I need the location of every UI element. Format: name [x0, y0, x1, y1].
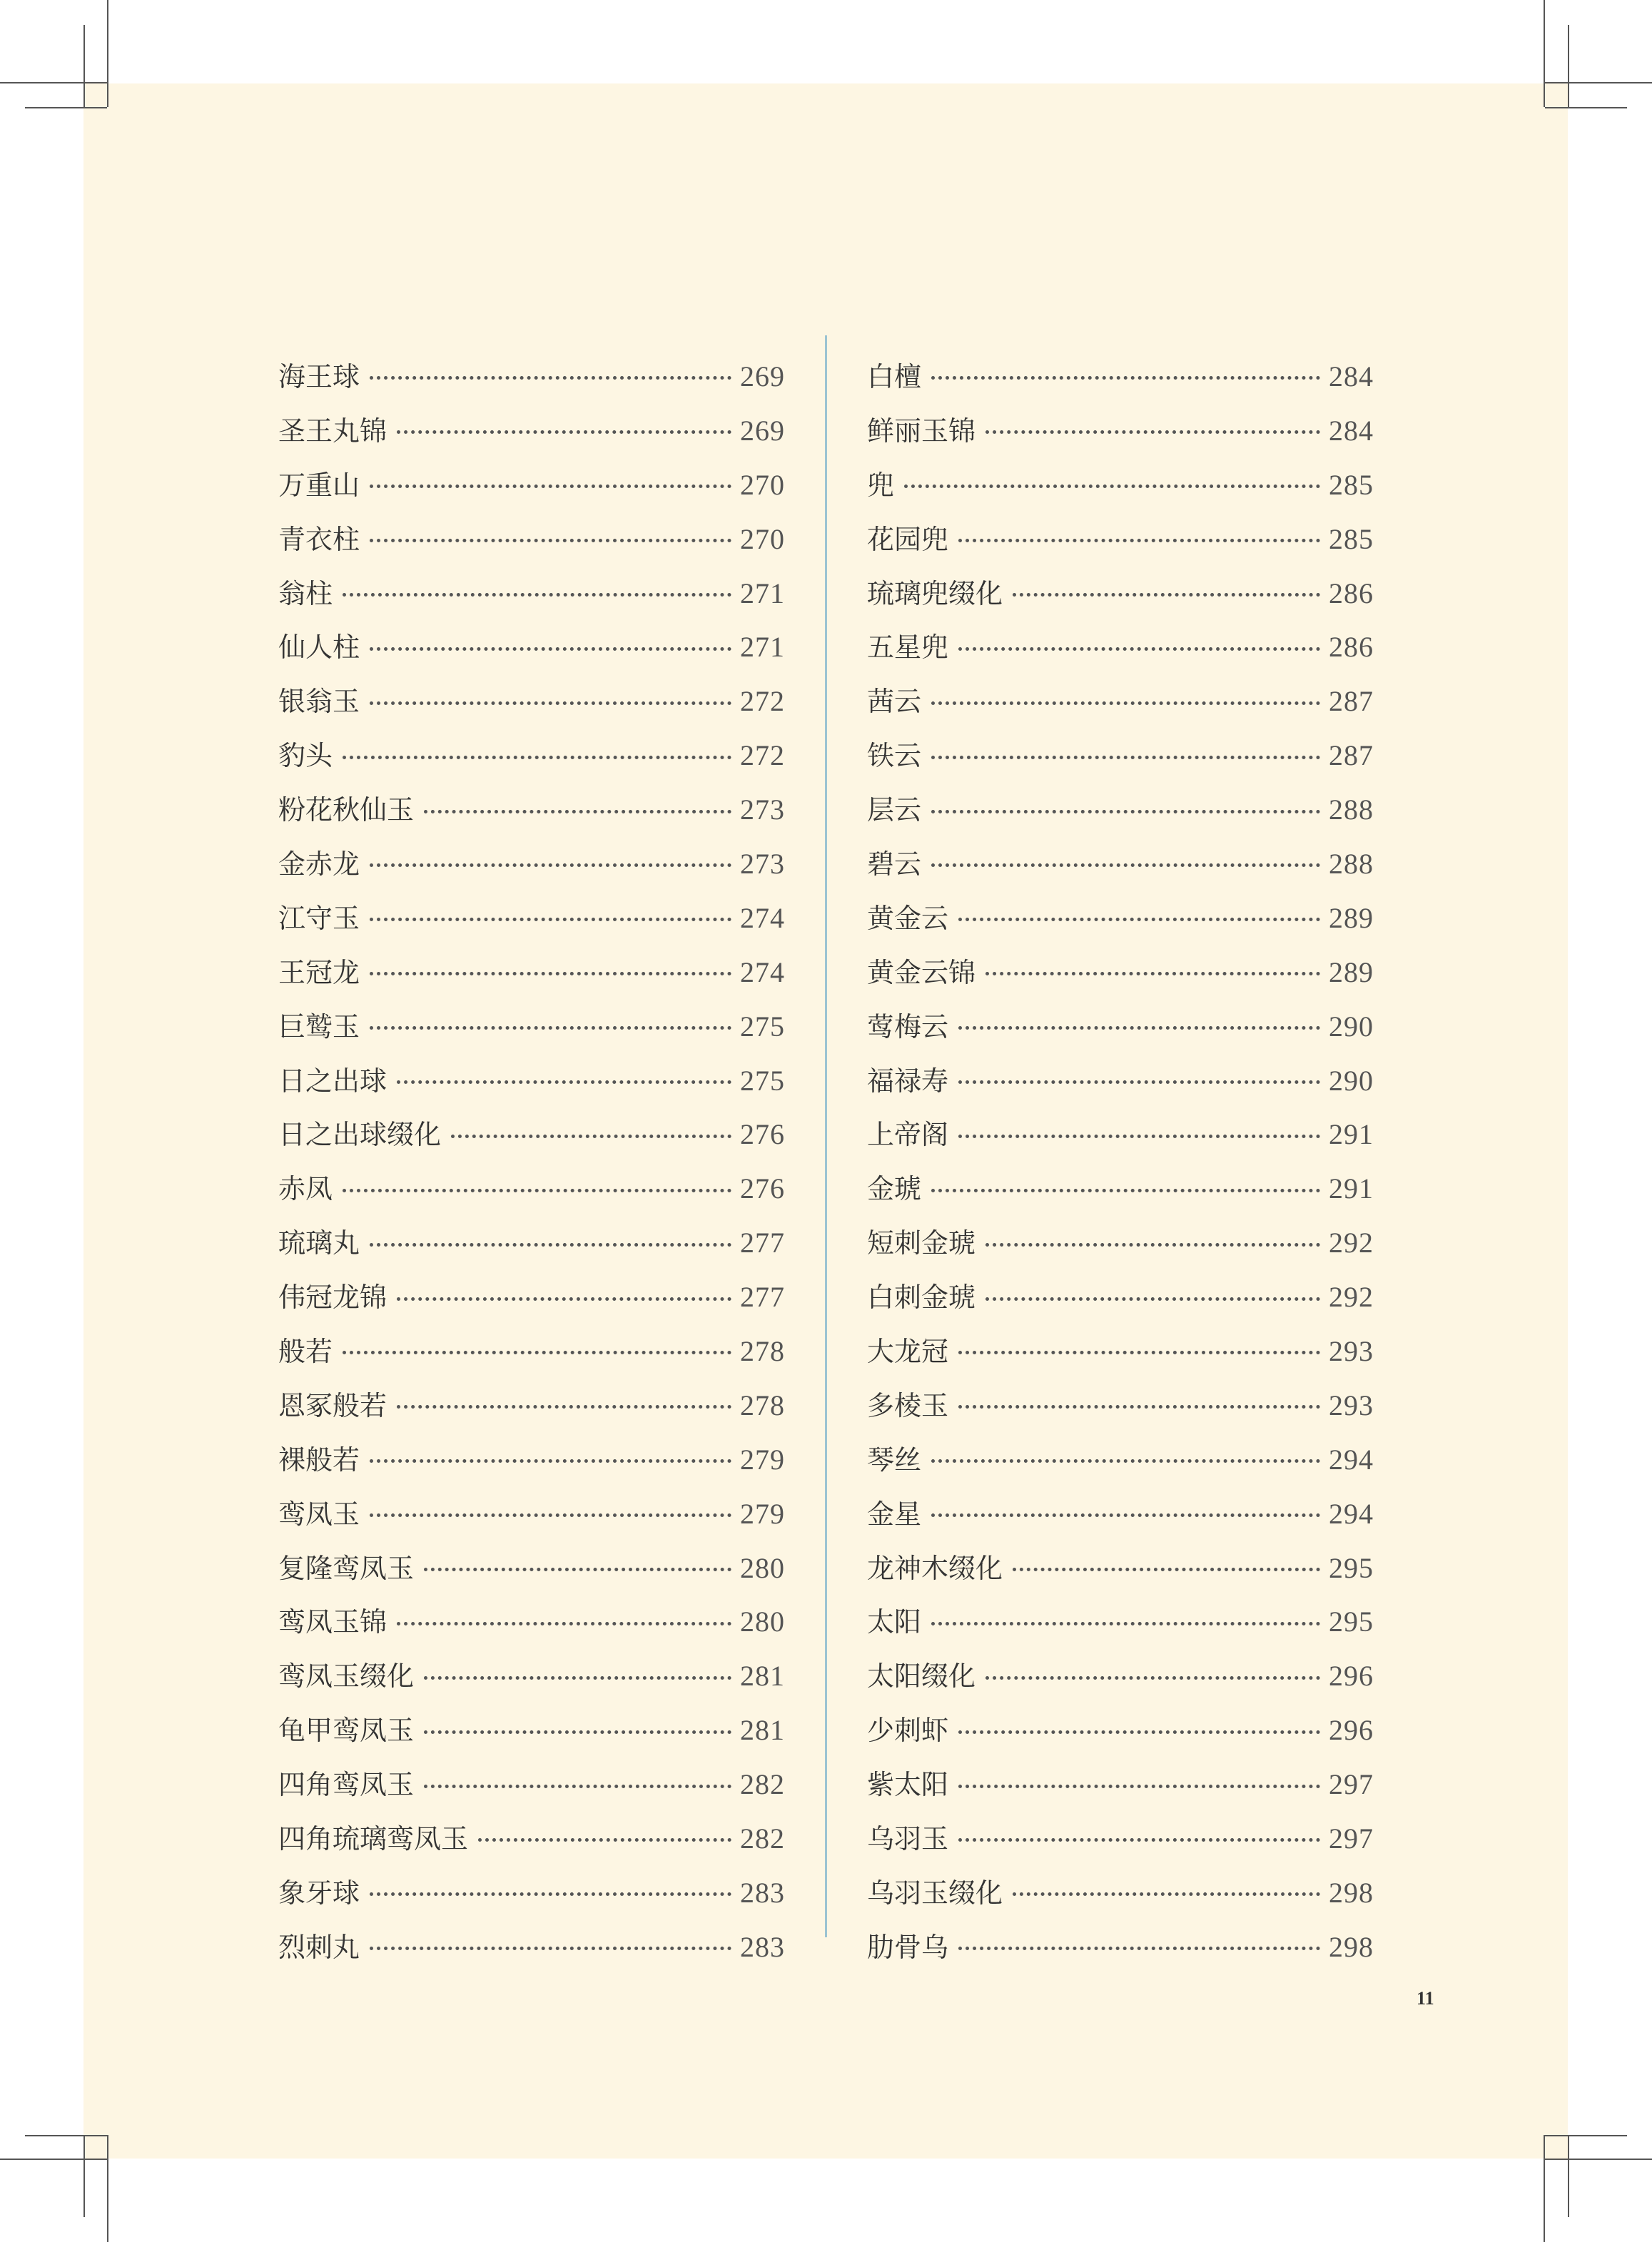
entry-title: 太阳	[867, 1606, 922, 1638]
entry-title: 象牙球	[278, 1877, 360, 1909]
entry-title: 海王球	[278, 360, 360, 392]
dot-leader	[370, 485, 731, 488]
entry-title: 仙人柱	[278, 631, 360, 664]
dot-leader	[370, 1892, 731, 1896]
dot-leader	[343, 593, 731, 597]
entry-page-number: 294	[1329, 1497, 1374, 1530]
dot-leader	[370, 376, 731, 380]
entry-page-number: 288	[1329, 793, 1374, 826]
dot-leader	[397, 1297, 731, 1301]
dot-leader	[370, 918, 731, 921]
entry-title: 巨鹫玉	[278, 1010, 360, 1043]
crop-mark	[25, 107, 107, 108]
dot-leader	[985, 972, 1320, 975]
toc-entry[interactable]	[278, 783, 785, 837]
entry-title: 裸般若	[278, 1444, 360, 1476]
dot-leader	[958, 1838, 1320, 1842]
dot-leader	[478, 1838, 731, 1842]
entry-title: 龙神木缀化	[867, 1552, 1003, 1584]
entry-page-number: 290	[1329, 1064, 1374, 1097]
entry-title: 黄金云锦	[867, 956, 976, 988]
entry-page-number: 283	[740, 1930, 785, 1963]
dot-leader	[958, 1785, 1320, 1788]
toc-entry[interactable]	[867, 1757, 1374, 1812]
dot-leader	[931, 1189, 1320, 1192]
entry-title: 大龙冠	[867, 1335, 949, 1367]
dot-leader	[424, 1785, 731, 1788]
dot-leader	[958, 1026, 1320, 1030]
dot-leader	[958, 1947, 1320, 1950]
entry-title: 金琥	[867, 1173, 922, 1205]
entry-page-number: 286	[1329, 631, 1374, 664]
page-number: 11	[1417, 1988, 1434, 2009]
dot-leader	[343, 1189, 731, 1192]
entry-page-number: 282	[740, 1822, 785, 1855]
entry-title: 四角琉璃鸾凤玉	[278, 1822, 469, 1855]
entry-title: 层云	[867, 794, 922, 826]
entry-title: 王冠龙	[278, 956, 360, 988]
entry-page-number: 294	[1329, 1443, 1374, 1476]
toc-entry[interactable]	[867, 1920, 1374, 1974]
entry-page-number: 295	[1329, 1551, 1374, 1584]
crop-mark	[1544, 0, 1545, 107]
entry-title: 五星兜	[867, 631, 949, 664]
dot-leader	[370, 1243, 731, 1247]
toc-entry[interactable]	[278, 458, 785, 512]
toc-entry[interactable]	[278, 1107, 785, 1162]
entry-title: 金星	[867, 1498, 922, 1530]
dot-leader	[931, 1513, 1320, 1517]
dot-leader	[958, 539, 1320, 542]
toc-entry[interactable]	[867, 783, 1374, 837]
entry-page-number: 269	[740, 360, 785, 392]
entry-title: 江守玉	[278, 902, 360, 934]
entry-title: 赤凤	[278, 1173, 333, 1205]
entry-page-number: 296	[1329, 1660, 1374, 1693]
entry-page-number: 291	[1329, 1172, 1374, 1205]
dot-leader	[343, 756, 731, 759]
dot-leader	[370, 1026, 731, 1030]
entry-page-number: 292	[1329, 1281, 1374, 1314]
entry-page-number: 272	[740, 739, 785, 772]
dot-leader	[985, 1676, 1320, 1680]
entry-title: 青衣柱	[278, 523, 360, 555]
entry-page-number: 289	[1329, 955, 1374, 988]
entry-page-number: 273	[740, 793, 785, 826]
toc-entry[interactable]	[867, 1324, 1374, 1379]
entry-title: 日之出球缀化	[278, 1119, 442, 1151]
entry-page-number: 277	[740, 1227, 785, 1259]
entry-page-number: 292	[1329, 1227, 1374, 1259]
toc-entry[interactable]	[867, 512, 1374, 567]
entry-page-number: 295	[1329, 1606, 1374, 1638]
toc-entry[interactable]	[867, 1270, 1374, 1324]
entry-page-number: 279	[740, 1443, 785, 1476]
entry-page-number: 284	[1329, 414, 1374, 447]
entry-page-number: 277	[740, 1281, 785, 1314]
toc-entry[interactable]	[278, 1703, 785, 1757]
entry-title: 莺梅云	[867, 1010, 949, 1043]
dot-leader	[424, 1730, 731, 1734]
toc-entry[interactable]	[278, 1379, 785, 1433]
dot-leader	[931, 376, 1320, 380]
toc-entry[interactable]	[867, 404, 1374, 458]
toc-entry[interactable]	[278, 512, 785, 567]
toc-entry[interactable]	[867, 1107, 1374, 1162]
entry-title: 龟甲鸾凤玉	[278, 1715, 415, 1747]
dot-leader	[370, 647, 731, 651]
dot-leader	[985, 430, 1320, 434]
dot-leader	[424, 810, 731, 813]
dot-leader	[904, 485, 1320, 488]
toc-entry[interactable]	[278, 1920, 785, 1974]
dot-leader	[958, 1080, 1320, 1084]
toc-entry[interactable]	[278, 1866, 785, 1920]
toc-entry[interactable]	[278, 404, 785, 458]
toc-entry[interactable]	[278, 1595, 785, 1649]
toc-entry[interactable]	[278, 1433, 785, 1487]
crop-mark	[1545, 107, 1627, 108]
dot-leader	[931, 1622, 1320, 1625]
entry-title: 多棱玉	[867, 1389, 949, 1421]
entry-page-number: 270	[740, 522, 785, 555]
entry-page-number: 289	[1329, 901, 1374, 934]
dot-leader	[985, 1297, 1320, 1301]
toc-entry[interactable]	[278, 674, 785, 729]
entry-page-number: 297	[1329, 1768, 1374, 1801]
entry-page-number: 291	[1329, 1118, 1374, 1151]
toc-entry[interactable]	[278, 1054, 785, 1108]
entry-page-number: 287	[1329, 685, 1374, 718]
toc-entry[interactable]	[867, 620, 1374, 674]
toc-entry[interactable]	[867, 567, 1374, 621]
entry-page-number: 273	[740, 847, 785, 880]
dot-leader	[370, 863, 731, 867]
entry-page-number: 297	[1329, 1822, 1374, 1855]
dot-leader	[958, 1405, 1320, 1409]
toc-entry[interactable]	[278, 1324, 785, 1379]
toc-entry[interactable]	[867, 1541, 1374, 1596]
entry-title: 少刺虾	[867, 1715, 949, 1747]
dot-leader	[424, 1568, 731, 1571]
dot-leader	[1013, 1568, 1320, 1571]
toc-entry[interactable]	[278, 1216, 785, 1270]
toc-entry[interactable]	[278, 1270, 785, 1324]
toc-entry[interactable]	[867, 1216, 1374, 1270]
dot-leader	[370, 1459, 731, 1463]
entry-page-number: 286	[1329, 577, 1374, 609]
dot-leader	[931, 701, 1320, 705]
entry-title: 复隆鸾凤玉	[278, 1552, 415, 1584]
dot-leader	[931, 756, 1320, 759]
entry-title: 肋骨乌	[867, 1931, 949, 1963]
entry-page-number: 271	[740, 631, 785, 664]
entry-title: 琉璃丸	[278, 1227, 360, 1259]
toc-entry[interactable]	[867, 891, 1374, 945]
entry-title: 金赤龙	[278, 848, 360, 880]
entry-title: 紫太阳	[867, 1769, 949, 1801]
entry-title: 粉花秋仙玉	[278, 794, 415, 826]
entry-page-number: 276	[740, 1172, 785, 1205]
dot-leader	[958, 1135, 1320, 1138]
dot-leader	[931, 863, 1320, 867]
column-divider	[825, 335, 827, 1937]
toc-left-column	[278, 350, 785, 1974]
toc-entry[interactable]	[867, 1595, 1374, 1649]
entry-title: 恩冢般若	[278, 1389, 387, 1421]
entry-page-number: 293	[1329, 1334, 1374, 1367]
toc-entry[interactable]	[867, 1000, 1374, 1054]
entry-page-number: 278	[740, 1389, 785, 1421]
toc-entry[interactable]	[867, 1162, 1374, 1216]
toc-entry[interactable]	[278, 945, 785, 1000]
toc-entry[interactable]	[278, 620, 785, 674]
entry-title: 琴丝	[867, 1444, 922, 1476]
dot-leader	[931, 810, 1320, 813]
entry-title: 白檀	[867, 360, 922, 392]
toc-right-column	[867, 350, 1374, 1974]
toc-entry[interactable]	[867, 1649, 1374, 1703]
entry-title: 日之出球	[278, 1065, 387, 1097]
entry-title: 般若	[278, 1335, 333, 1367]
toc-entry[interactable]	[278, 350, 785, 404]
entry-page-number: 285	[1329, 522, 1374, 555]
toc-entry[interactable]	[867, 945, 1374, 1000]
entry-title: 圣王丸锦	[278, 415, 387, 447]
toc-entry[interactable]	[867, 837, 1374, 891]
entry-title: 鲜丽玉锦	[867, 415, 976, 447]
toc-entry[interactable]	[278, 729, 785, 783]
entry-title: 茜云	[867, 686, 922, 718]
entry-title: 四角鸾凤玉	[278, 1769, 415, 1801]
entry-title: 万重山	[278, 469, 360, 501]
toc-entry[interactable]	[278, 1487, 785, 1541]
entry-page-number: 274	[740, 901, 785, 934]
dot-leader	[370, 539, 731, 542]
toc-entry[interactable]	[867, 1379, 1374, 1433]
toc-entry[interactable]	[278, 1649, 785, 1703]
entry-page-number: 298	[1329, 1930, 1374, 1963]
dot-leader	[370, 972, 731, 975]
entry-page-number: 285	[1329, 468, 1374, 501]
toc-entry[interactable]	[867, 458, 1374, 512]
entry-title: 烈刺丸	[278, 1931, 360, 1963]
dot-leader	[397, 1405, 731, 1409]
dot-leader	[397, 430, 731, 434]
entry-page-number: 287	[1329, 739, 1374, 772]
toc-entry[interactable]	[867, 674, 1374, 729]
toc-entry[interactable]	[278, 1757, 785, 1812]
entry-page-number: 282	[740, 1768, 785, 1801]
toc-entry[interactable]	[867, 1812, 1374, 1866]
crop-mark	[0, 2159, 107, 2160]
entry-page-number: 276	[740, 1118, 785, 1151]
toc-entry[interactable]	[867, 1054, 1374, 1108]
entry-page-number: 293	[1329, 1389, 1374, 1421]
entry-title: 伟冠龙锦	[278, 1282, 387, 1314]
entry-title: 乌羽玉缀化	[867, 1877, 1003, 1909]
entry-title: 鸾凤玉缀化	[278, 1660, 415, 1693]
entry-title: 琉璃兜缀化	[867, 577, 1003, 609]
entry-title: 白刺金琥	[867, 1282, 976, 1314]
crop-mark	[1544, 2135, 1545, 2242]
entry-page-number: 274	[740, 955, 785, 988]
entry-page-number: 288	[1329, 847, 1374, 880]
entry-title: 豹头	[278, 740, 333, 772]
crop-mark	[1568, 2135, 1569, 2217]
toc-entry[interactable]	[867, 1703, 1374, 1757]
dot-leader	[343, 1351, 731, 1354]
dot-leader	[958, 1351, 1320, 1354]
entry-page-number: 270	[740, 468, 785, 501]
toc-entry[interactable]	[278, 1812, 785, 1866]
entry-page-number: 284	[1329, 360, 1374, 392]
entry-page-number: 296	[1329, 1714, 1374, 1747]
crop-mark	[1545, 82, 1652, 83]
entry-page-number: 280	[740, 1606, 785, 1638]
entry-title: 黄金云	[867, 902, 949, 934]
dot-leader	[424, 1676, 731, 1680]
crop-mark	[25, 2135, 107, 2136]
crop-mark	[107, 0, 108, 107]
entry-page-number: 281	[740, 1660, 785, 1693]
entry-title: 上帝阁	[867, 1119, 949, 1151]
dot-leader	[931, 1459, 1320, 1463]
dot-leader	[370, 1947, 731, 1950]
entry-title: 福禄寿	[867, 1065, 949, 1097]
dot-leader	[958, 918, 1320, 921]
crop-mark	[83, 2135, 85, 2217]
crop-mark	[1545, 2135, 1627, 2136]
entry-page-number: 271	[740, 577, 785, 609]
entry-page-number: 272	[740, 685, 785, 718]
toc-entry[interactable]	[278, 1162, 785, 1216]
entry-title: 太阳缀化	[867, 1660, 976, 1693]
toc-entry[interactable]	[278, 567, 785, 621]
toc-entry[interactable]	[867, 350, 1374, 404]
toc-entry[interactable]	[867, 1433, 1374, 1487]
crop-mark	[83, 25, 85, 107]
toc-entry[interactable]	[278, 837, 785, 891]
dot-leader	[958, 647, 1320, 651]
entry-page-number: 275	[740, 1010, 785, 1043]
crop-mark	[107, 2135, 108, 2242]
dot-leader	[985, 1243, 1320, 1247]
toc-entry[interactable]	[867, 729, 1374, 783]
toc-entry[interactable]	[278, 1000, 785, 1054]
entry-title: 翁柱	[278, 577, 333, 609]
entry-page-number: 275	[740, 1064, 785, 1097]
entry-title: 短刺金琥	[867, 1227, 976, 1259]
dot-leader	[958, 1730, 1320, 1734]
entry-title: 银翁玉	[278, 686, 360, 718]
entry-page-number: 269	[740, 414, 785, 447]
toc-entry[interactable]	[867, 1866, 1374, 1920]
entry-page-number: 290	[1329, 1010, 1374, 1043]
entry-page-number: 280	[740, 1551, 785, 1584]
toc-entry[interactable]	[867, 1487, 1374, 1541]
entry-title: 鸾凤玉	[278, 1498, 360, 1530]
crop-mark	[1568, 25, 1569, 107]
entry-page-number: 278	[740, 1334, 785, 1367]
entry-title: 兜	[867, 469, 895, 501]
entry-title: 铁云	[867, 740, 922, 772]
dot-leader	[1013, 593, 1320, 597]
toc-entry[interactable]	[278, 891, 785, 945]
crop-mark	[0, 82, 107, 83]
dot-leader	[370, 701, 731, 705]
entry-page-number: 298	[1329, 1876, 1374, 1909]
dot-leader	[397, 1080, 731, 1084]
entry-title: 乌羽玉	[867, 1822, 949, 1855]
entry-title: 鸾凤玉锦	[278, 1606, 387, 1638]
dot-leader	[370, 1513, 731, 1517]
entry-title: 花园兜	[867, 523, 949, 555]
entry-page-number: 281	[740, 1714, 785, 1747]
entry-page-number: 283	[740, 1876, 785, 1909]
entry-page-number: 279	[740, 1497, 785, 1530]
entry-title: 碧云	[867, 848, 922, 880]
dot-leader	[1013, 1892, 1320, 1896]
crop-mark	[1545, 2159, 1652, 2160]
dot-leader	[397, 1622, 731, 1625]
toc-entry[interactable]	[278, 1541, 785, 1596]
dot-leader	[451, 1135, 731, 1138]
